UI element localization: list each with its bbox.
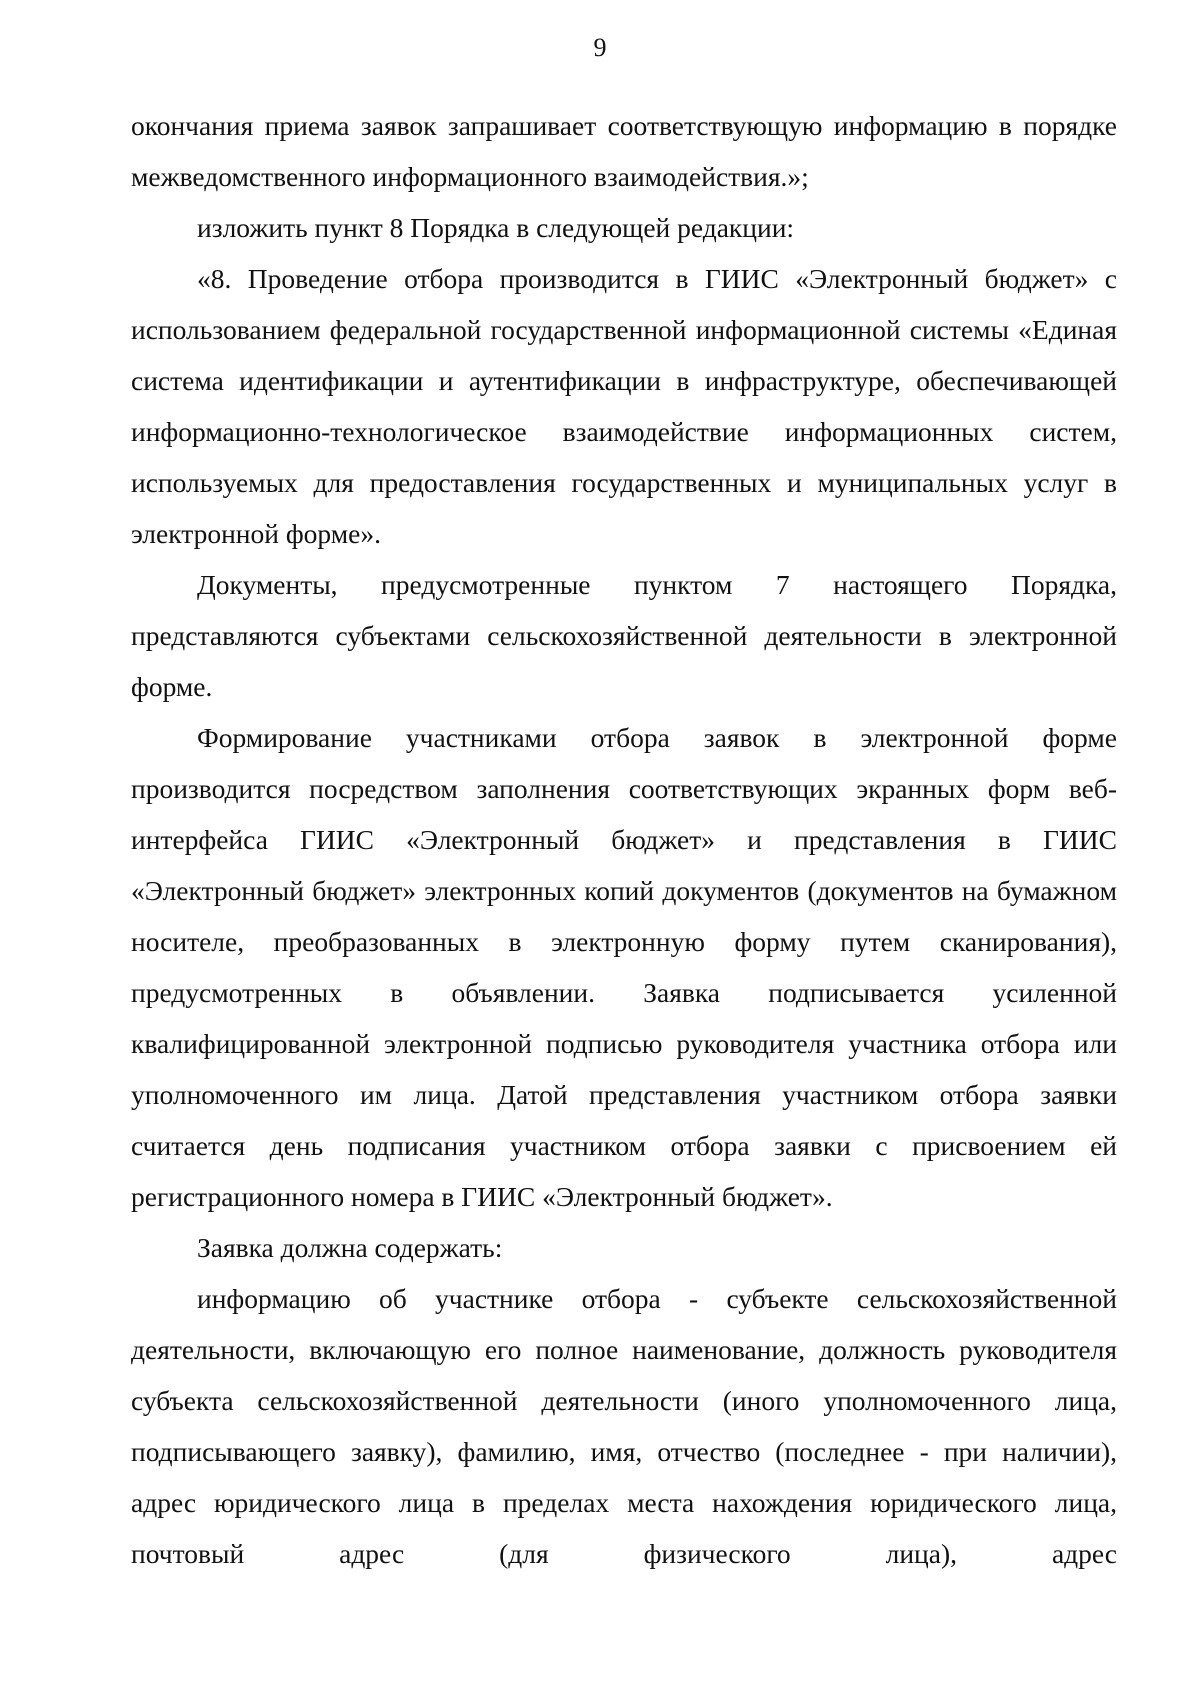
paragraph-formation: Формирование участниками отбора заявок в электронной форме производится посредством заполнения соответствующих экранных форм веб-интерфейса ГИИС «Электронный бюджет» и представления в ГИИС «Электронный бюджет» электронных копий документов (документов на бумажном носителе, преобразованных в электронную форму путем сканирования), предусмотренных в объявлении. Заявка подписывается усиленной квалифицированной электронной подписью руководителя участника отбора или уполномоченного им лица. Датой представления участником отбора заявки считается день подписания участником отбора заявки с присвоением ей регистрационного номера в ГИИС «Электронный бюджет». (131, 722, 1117, 1212)
paragraph-application-contents: Заявка должна содержать: (197, 1232, 503, 1263)
paragraph-continuation: окончания приема заявок запрашивает соответствующую информацию в порядке межведомственного информационного взаимодействия.»; (131, 110, 1117, 192)
paragraph-documents: Документы, предусмотренные пунктом 7 настоящего Порядка, представляются субъектами сельскохозяйственной деятельности в электронной форме. (131, 569, 1117, 702)
paragraph-amendment-intro: изложить пункт 8 Порядка в следующей редакции: (197, 212, 795, 243)
paragraph-participant-info: информацию об участнике отбора - субъекте сельскохозяйственной деятельности, включающую его полное наименование, должность руководителя субъекта сельскохозяйственной деятельности (иного уполномоченного лица, подписывающего заявку), фамилию, имя, отчество (последнее - при наличии), адрес юридического лица в пределах места нахождения юридического лица, почтовый адрес (для физического лица), адрес (131, 1283, 1117, 1569)
page-number: 9 (593, 33, 607, 62)
paragraph-point-8: «8. Проведение отбора производится в ГИИС «Электронный бюджет» с использованием федеральной государственной информационной системы «Единая система идентификации и аутентификации в инфраструктуре, обеспечивающей информационно-технологическое взаимодействие информационных систем, используемых для предоставления государственных и муниципальных услуг в электронной форме». (131, 263, 1117, 549)
document-body (131, 100, 1117, 1579)
